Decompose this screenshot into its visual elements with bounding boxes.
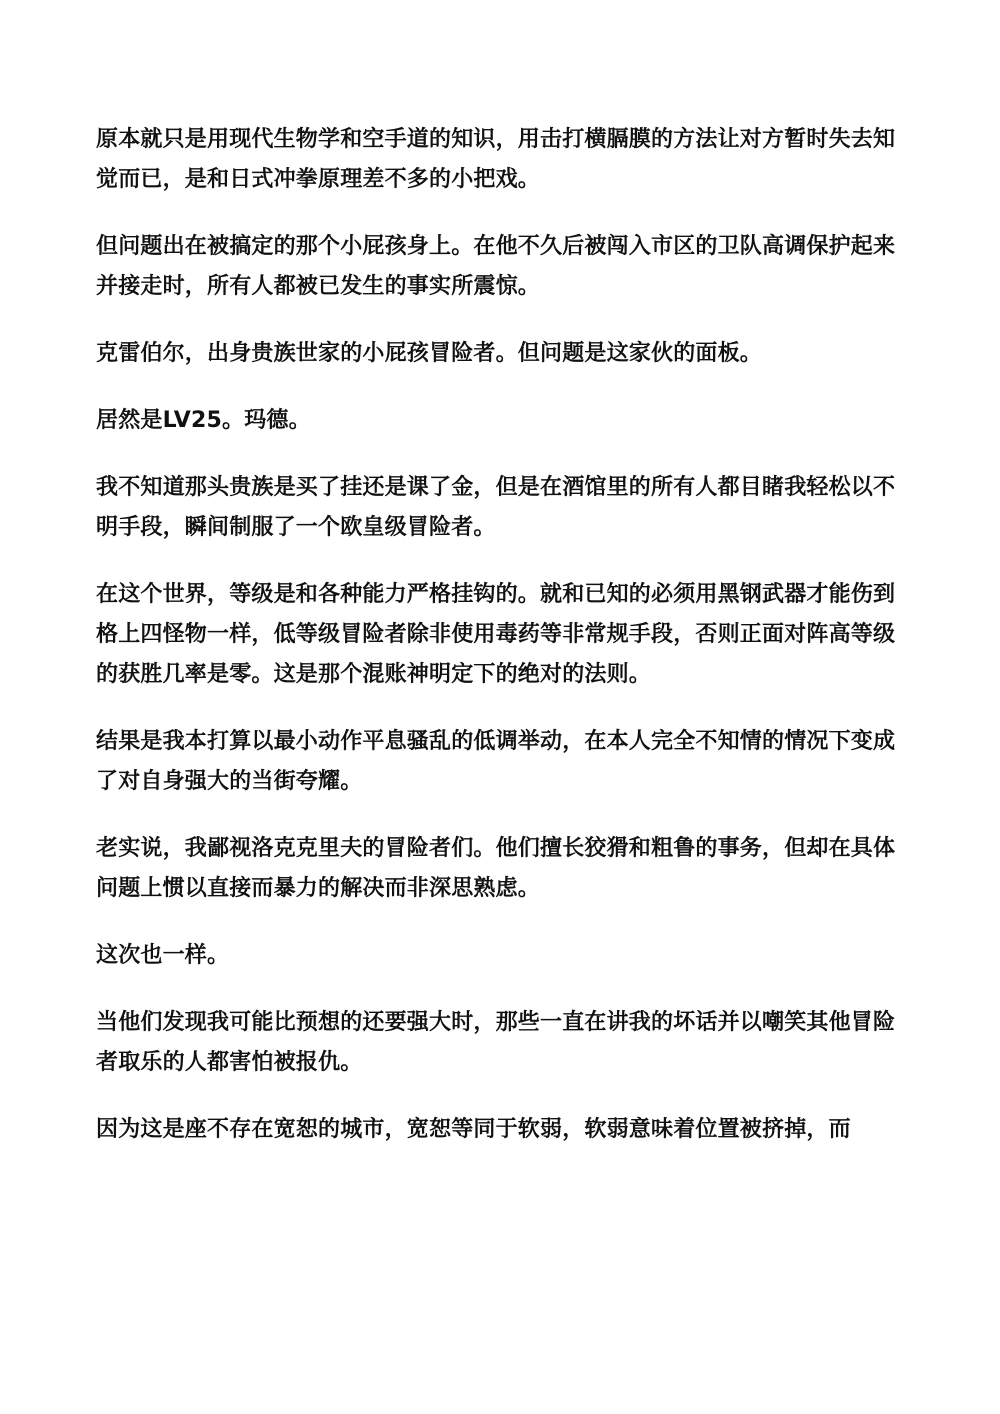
paragraph-2: 但问题出在被搞定的那个小屁孩身上。在他不久后被闯入市区的卫队高调保护起来并接走时，所有人都被已发生的事实所震惊。: [96, 234, 896, 299]
paragraph-3: 克雷伯尔，出身贵族世家的小屁孩冒险者。但问题是这家伙的面板。: [96, 341, 763, 366]
paragraph-5: 我不知道那头贵族是买了挂还是课了金，但是在酒馆里的所有人都目睹我轻松以不明手段，瞬间制服了一个欧皇级冒险者。: [96, 475, 896, 540]
paragraph-10: 当他们发现我可能比预想的还要强大时，那些一直在讲我的坏话并以嘲笑其他冒险者取乐的人都害怕被报仇。: [96, 1010, 896, 1075]
paragraph-6: 在这个世界，等级是和各种能力严格挂钩的。就和已知的必须用黑钢武器才能伤到格上四怪物一样，低等级冒险者除非使用毒药等非常规手段，否则正面对阵高等级的获胜几率是零。这是那个混账神明定下的绝对的法则。: [96, 582, 896, 687]
paragraph-11: 因为这是座不存在宽恕的城市，宽恕等同于软弱，软弱意味着位置被挤掉，而: [96, 1117, 851, 1142]
paragraph-4: 居然是LV25。玛德。: [96, 408, 311, 433]
paragraph-9: 这次也一样。: [96, 943, 230, 968]
paragraph-7: 结果是我本打算以最小动作平息骚乱的低调举动，在本人完全不知情的情况下变成了对自身强大的当街夸耀。: [96, 729, 896, 794]
paragraph-8: 老实说，我鄙视洛克克里夫的冒险者们。他们擅长狡猾和粗鲁的事务，但却在具体问题上惯以直接而暴力的解决而非深思熟虑。: [96, 836, 896, 901]
paragraph-1: 原本就只是用现代生物学和空手道的知识，用击打横膈膜的方法让对方暂时失去知觉而已，是和日式冲拳原理差不多的小把戏。: [96, 127, 896, 192]
